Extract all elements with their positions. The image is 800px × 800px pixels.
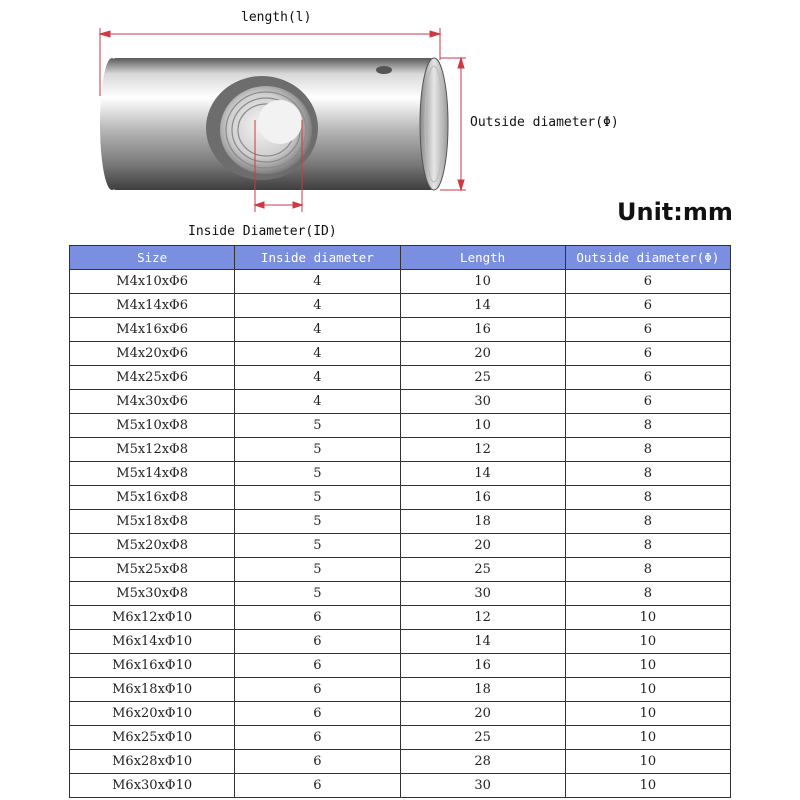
header-length: Length: [400, 246, 565, 270]
cell-outside-diameter: 6: [565, 342, 730, 366]
cell-length: 30: [400, 582, 565, 606]
cell-inside-diameter: 5: [235, 462, 400, 486]
cell-size: M5x16xΦ8: [70, 486, 235, 510]
cell-size: M4x14xΦ6: [70, 294, 235, 318]
cell-length: 16: [400, 318, 565, 342]
cell-size: M5x20xΦ8: [70, 534, 235, 558]
cell-length: 20: [400, 342, 565, 366]
table-row: [70, 414, 731, 438]
cell-outside-diameter: 6: [565, 318, 730, 342]
cell-inside-diameter: 4: [235, 366, 400, 390]
table-row: [70, 270, 731, 294]
cell-outside-diameter: 8: [565, 510, 730, 534]
cell-outside-diameter: 8: [565, 414, 730, 438]
cell-inside-diameter: 6: [235, 774, 400, 798]
cell-inside-diameter: 4: [235, 342, 400, 366]
cell-size: M6x20xΦ10: [70, 702, 235, 726]
cell-size: M6x12xΦ10: [70, 606, 235, 630]
cell-length: 20: [400, 702, 565, 726]
cell-inside-diameter: 5: [235, 534, 400, 558]
cell-outside-diameter: 6: [565, 390, 730, 414]
header-size: Size: [70, 246, 235, 270]
cell-length: 12: [400, 438, 565, 462]
cell-size: M6x25xΦ10: [70, 726, 235, 750]
cell-outside-diameter: 6: [565, 366, 730, 390]
cell-size: M5x10xΦ8: [70, 414, 235, 438]
cell-length: 12: [400, 606, 565, 630]
cell-length: 16: [400, 486, 565, 510]
cell-size: M5x25xΦ8: [70, 558, 235, 582]
cell-inside-diameter: 4: [235, 270, 400, 294]
table-row: [70, 438, 731, 462]
cell-size: M4x10xΦ6: [70, 270, 235, 294]
table-row: [70, 630, 731, 654]
cell-length: 10: [400, 270, 565, 294]
cell-length: 16: [400, 654, 565, 678]
table-row: [70, 654, 731, 678]
table-row: [70, 390, 731, 414]
cell-inside-diameter: 5: [235, 438, 400, 462]
table-row: [70, 294, 731, 318]
cell-inside-diameter: 5: [235, 582, 400, 606]
cell-size: M4x30xΦ6: [70, 390, 235, 414]
cell-length: 25: [400, 726, 565, 750]
table-row: [70, 582, 731, 606]
cell-size: M5x12xΦ8: [70, 438, 235, 462]
cell-inside-diameter: 5: [235, 414, 400, 438]
cell-outside-diameter: 10: [565, 630, 730, 654]
cell-inside-diameter: 6: [235, 726, 400, 750]
table-row: [70, 774, 731, 798]
table-row: [70, 486, 731, 510]
cell-size: M6x28xΦ10: [70, 750, 235, 774]
cell-outside-diameter: 8: [565, 558, 730, 582]
unit-label: Unit:mm: [617, 198, 733, 226]
table-row: [70, 318, 731, 342]
cell-size: M5x18xΦ8: [70, 510, 235, 534]
cell-inside-diameter: 6: [235, 702, 400, 726]
cell-outside-diameter: 6: [565, 294, 730, 318]
cell-inside-diameter: 4: [235, 294, 400, 318]
cell-inside-diameter: 6: [235, 750, 400, 774]
cell-length: 18: [400, 678, 565, 702]
cell-outside-diameter: 10: [565, 702, 730, 726]
cell-size: M5x14xΦ8: [70, 462, 235, 486]
table-row: [70, 702, 731, 726]
header-inside-diameter: Inside diameter: [235, 246, 400, 270]
cell-length: 14: [400, 462, 565, 486]
table-row: [70, 726, 731, 750]
table-row: [70, 510, 731, 534]
cell-length: 30: [400, 390, 565, 414]
cell-inside-diameter: 6: [235, 606, 400, 630]
cell-length: 18: [400, 510, 565, 534]
cell-inside-diameter: 6: [235, 630, 400, 654]
cell-length: 25: [400, 366, 565, 390]
cell-size: M4x20xΦ6: [70, 342, 235, 366]
cell-length: 10: [400, 414, 565, 438]
outside-diameter-label: Outside diameter(Φ): [470, 115, 619, 130]
cell-length: 14: [400, 294, 565, 318]
cell-size: M6x30xΦ10: [70, 774, 235, 798]
header-outside-diameter: Outside diameter(Φ): [565, 246, 730, 270]
cell-inside-diameter: 6: [235, 654, 400, 678]
table-row: [70, 534, 731, 558]
table-row: [70, 750, 731, 774]
cell-length: 14: [400, 630, 565, 654]
table-header-row: [70, 246, 731, 270]
cell-size: M6x14xΦ10: [70, 630, 235, 654]
table-row: [70, 606, 731, 630]
table-row: [70, 678, 731, 702]
cell-outside-diameter: 10: [565, 774, 730, 798]
cylinder-body: [100, 58, 448, 190]
cell-length: 20: [400, 534, 565, 558]
inside-diameter-label: Inside Diameter(ID): [188, 224, 337, 239]
cell-outside-diameter: 10: [565, 726, 730, 750]
cell-outside-diameter: 8: [565, 462, 730, 486]
cell-outside-diameter: 8: [565, 582, 730, 606]
cell-inside-diameter: 4: [235, 318, 400, 342]
cell-outside-diameter: 10: [565, 678, 730, 702]
cell-outside-diameter: 6: [565, 270, 730, 294]
table-row: [70, 342, 731, 366]
cell-size: M6x18xΦ10: [70, 678, 235, 702]
length-label: length(l): [241, 10, 312, 25]
cell-inside-diameter: 6: [235, 678, 400, 702]
cell-outside-diameter: 8: [565, 534, 730, 558]
cell-outside-diameter: 8: [565, 438, 730, 462]
table-row: [70, 366, 731, 390]
cell-size: M4x16xΦ6: [70, 318, 235, 342]
table-row: [70, 558, 731, 582]
cell-outside-diameter: 8: [565, 486, 730, 510]
table-row: [70, 462, 731, 486]
cell-outside-diameter: 10: [565, 750, 730, 774]
cell-inside-diameter: 5: [235, 510, 400, 534]
spec-table: [69, 245, 731, 798]
table-body: [70, 270, 731, 798]
cell-length: 28: [400, 750, 565, 774]
cell-inside-diameter: 5: [235, 558, 400, 582]
cell-length: 25: [400, 558, 565, 582]
cell-outside-diameter: 10: [565, 654, 730, 678]
cell-inside-diameter: 5: [235, 486, 400, 510]
cell-length: 30: [400, 774, 565, 798]
cell-size: M4x25xΦ6: [70, 366, 235, 390]
cell-size: M5x30xΦ8: [70, 582, 235, 606]
cell-inside-diameter: 4: [235, 390, 400, 414]
product-diagram: [0, 0, 800, 240]
cell-outside-diameter: 10: [565, 606, 730, 630]
cell-size: M6x16xΦ10: [70, 654, 235, 678]
